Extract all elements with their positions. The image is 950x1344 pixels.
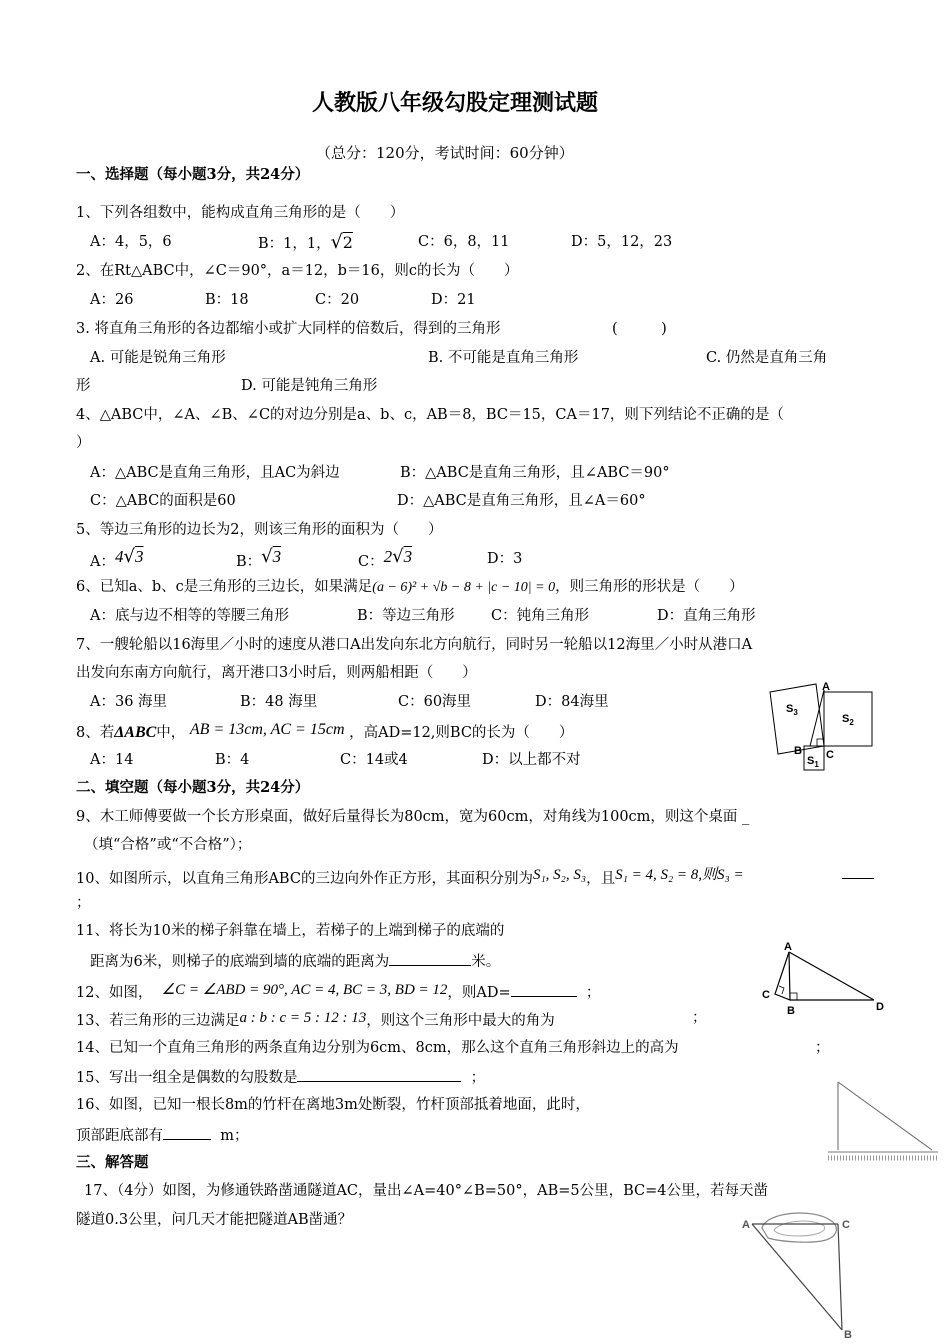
s3-label: $S_3$ [786,703,798,717]
q1-sqrt-value: 2 [342,233,353,252]
q5-option-c [358,548,412,571]
q11-end: 米。 [471,954,501,970]
q10-text: 10、如图所示，以直角三角形ABC的三边向外作正方形，其面积分别为 [76,871,533,887]
q8-post: ，高AD=12,则BC的长为（ ） [349,725,574,741]
q11-text: 距离为6米，则梯子的底端到墙的底端的距离为 [90,954,390,970]
figure-triangle-abd [752,940,892,1020]
q10-answer-blank[interactable] [842,864,874,879]
q12-stem [76,981,600,1002]
triangle-abc [810,690,824,746]
sqrt-symbol: √ [123,546,135,567]
q3-stem: 3. 将直角三角形的各边都缩小或扩大同样的倍数后，得到的三角形 [76,321,501,337]
q2-option-a: A：26 [90,292,134,308]
q17-stem: 17、（4分）如图，为修通铁路凿通隧道AC，量出∠A=40°∠B=50°，AB=5公里，BC=4公里，若每天凿 [84,1183,769,1199]
q3-option-d: D. 可能是钝角三角形 [241,378,378,394]
q4-stem: 4、△ABC中，∠A、∠B、∠C的对边分别是a、b、c，AB＝8，BC＝15，CA＝17，则下列结论不正确的是（ [76,407,784,423]
q16-stem: 16、如图，已知一根长8m的竹杆在离地3m处断裂，竹杆顶部抵着地面，此时， [76,1097,590,1113]
q12-pre: 12、如图， [76,985,153,1001]
q5-stem: 5、等边三角形的边长为2，则该三角形的面积为（ ） [76,522,443,538]
right-angle-c [779,986,784,994]
q6-stem [76,578,744,597]
q1-stem: 1、下列各组数中，能构成直角三角形的是（ ） [76,205,405,221]
sqrt-symbol: √ [392,546,404,567]
vertex-b-label: B [844,1329,852,1341]
page-title: 人教版八年级勾股定理测试题 [312,90,599,116]
q14-end: ； [815,1040,830,1056]
q8-option-c: C：14或4 [340,752,408,768]
q8-option-b: B：4 [215,752,250,768]
q7-stem-cont: 出发向东南方向航行，离开港口3小时后，则两船相距（ ） [76,665,477,681]
q11-stem-cont [90,951,500,971]
q1-option-a: A：4，5，6 [90,234,172,250]
q12-condition: ∠C = ∠ABD = 90°, AC = 4, BC = 3, BD = 12 [161,982,448,998]
q16-text: 顶部距底部有 [76,1128,163,1144]
q5-option-c-label: C： [358,554,384,570]
vertex-a-label: A [822,681,830,693]
section-1-heading: 一、选择题（每小题3分，共24分） [76,166,310,183]
q11-stem: 11、将长为10米的梯子斜靠在墙上，若梯子的上端到梯子的底端的 [76,923,505,939]
q13-post: ，则这个三角形中最大的角为 [366,1013,555,1029]
q13-end: ； [692,1010,707,1026]
q6-option-d: D：直角三角形 [657,608,756,624]
vertex-b-label: B [787,1005,795,1017]
vertex-c-label: C [842,1219,850,1231]
q14-stem: 14、已知一个直角三角形的两条直角边分别为6cm、8cm，那么这个直角三角形斜边上的高为 [76,1040,679,1056]
vertex-c-label: C [826,749,834,761]
q7-option-b: B：48 海里 [240,694,318,710]
q1-option-b [258,233,353,253]
sqrt-symbol: √ [261,546,273,567]
q8-option-d: D：以上都不对 [482,752,581,768]
q15-answer-blank[interactable] [297,1067,461,1082]
q8-stem [76,721,573,742]
q13-condition: a : b : c = 5 : 12 : 13 [239,1010,367,1026]
q5-option-b [236,548,281,571]
q7-stem: 7、一艘轮船以16海里／小时的速度从港口A出发向东北方向航行，同时另一轮船以12海里／小时从港口A [76,637,753,653]
q1-option-c: C：6，8，11 [418,234,510,250]
q3-option-b: B. 不可能是直角三角形 [428,350,579,366]
section-2-heading: 二、填空题（每小题3分，共24分） [76,779,310,796]
q5-option-a-label: A： [90,554,115,570]
vertex-b-label: B [794,745,802,757]
figure-squares-triangle [750,672,890,782]
q5-option-b-label: B： [236,554,262,570]
q5-a-radicand: 3 [134,547,144,566]
sqrt-symbol: √ [330,231,343,253]
subtitle: （总分：120分，考试时间：60分钟） [316,144,574,162]
q2-option-b: B：18 [205,292,249,308]
q8-pre: 8、若 [76,725,115,741]
q5-option-a [90,548,143,571]
segment-cb [838,1224,842,1330]
q10-stem [76,866,744,888]
q10-mid: ，且 [586,871,616,887]
q2-option-d: D：21 [431,292,476,308]
right-angle-b [790,993,797,1000]
q16-end: m； [220,1128,249,1144]
q6-stem-2: ，则三角形的形状是（ ） [555,579,744,595]
q3-option-c-cont: 形 [76,378,91,394]
q13-stem [76,1009,555,1030]
q7-option-d: D：84海里 [535,694,609,710]
q6-option-c: C：钝角三角形 [491,608,590,624]
figure-tunnel [742,1206,862,1341]
q1-option-b-text: B：1，1， [258,236,331,252]
q3-paren: ( ) [612,321,667,337]
q12-post: ，则AD= [447,985,511,1001]
q5-b-radicand: 3 [272,547,282,566]
q4-option-d: D：△ABC是直角三角形，且∠A＝60° [397,493,646,509]
q10-condition: S₁ = 4, S₂ = 8,则S₃ = [615,867,744,883]
q4-stem-cont: ） [76,435,91,451]
q3-option-a: A. 可能是锐角三角形 [90,350,226,366]
q5-c-coef: 2 [383,547,393,566]
q4-option-c: C：△ABC的面积是60 [90,493,236,509]
q5-c-radicand: 3 [403,547,413,566]
q8-condition: AB = 13cm, AC = 15cm [189,721,345,738]
vertex-a-label: A [784,941,792,953]
q2-stem: 2、在Rt△ABC中，∠C＝90°，a＝12，b＝16，则c的长为（ ） [76,263,519,279]
q8-option-a: A：14 [90,752,134,768]
q8-mid: 中， [156,725,186,741]
q7-option-a: A：36 海里 [90,694,168,710]
s1-label: $S_1$ [807,755,819,769]
q5-option-d: D：3 [487,551,523,567]
q9-stem-cont: （填“合格”或“不合格”）； [84,837,252,853]
q15-text: 15、写出一组全是偶数的勾股数是 [76,1070,298,1086]
q10-areas: S₁, S₂, S₃ [532,867,587,883]
vertex-c-label: C [762,989,770,1001]
q12-answer-blank[interactable] [511,982,577,997]
q15-stem [76,1067,485,1087]
q16-stem-cont [76,1125,248,1145]
q3-option-c: C. 仍然是直角三角 [706,350,828,366]
q10-end: ； [76,895,91,911]
segment-ab [752,1224,842,1330]
mountain-outline [762,1213,836,1242]
square-s3 [770,684,824,754]
q6-stem-1: 6、已知a、b、c是三角形的三边长，如果满足 [76,579,373,595]
q13-pre: 13、若三角形的三边满足 [76,1013,240,1029]
q8-triangle: ΔABC [114,724,157,741]
q1-option-d: D：5，12，23 [571,234,673,250]
q7-option-c: C：60海里 [398,694,472,710]
figure-broken-bamboo [828,1076,938,1166]
section-3-heading: 三、解答题 [76,1154,149,1171]
q5-a-coef: 4 [114,547,124,566]
mountain-inner [774,1221,825,1236]
bamboo-broken [838,1082,932,1150]
q17-stem-cont: 隧道0.3公里，问几天才能把隧道AB凿通？ [76,1212,353,1228]
vertex-a-label: A [742,1219,750,1231]
segment-ad [789,952,874,1000]
q11-answer-blank[interactable] [389,951,471,966]
q9-stem: 9、木工师傅要做一个长方形桌面，做好后量得长为80cm，宽为60cm，对角线为100cm，则这个桌面 _ [76,809,750,825]
q2-option-c: C：20 [315,292,360,308]
q6-condition: (a − 6)² + √b − 8 + |c − 10| = 0 [372,580,556,595]
q4-option-a: A：△ABC是直角三角形，且AC为斜边 [90,465,340,481]
q6-option-a: A：底与边不相等的等腰三角形 [90,608,289,624]
q15-end: ； [470,1070,486,1086]
q12-end: ； [585,985,601,1001]
q4-option-b: B：△ABC是直角三角形，且∠ABC＝90° [400,465,670,481]
vertex-d-label: D [876,1001,884,1013]
q6-option-b: B：等边三角形 [357,608,455,624]
s2-label: $S_2$ [842,713,854,727]
q16-answer-blank[interactable] [163,1125,211,1140]
